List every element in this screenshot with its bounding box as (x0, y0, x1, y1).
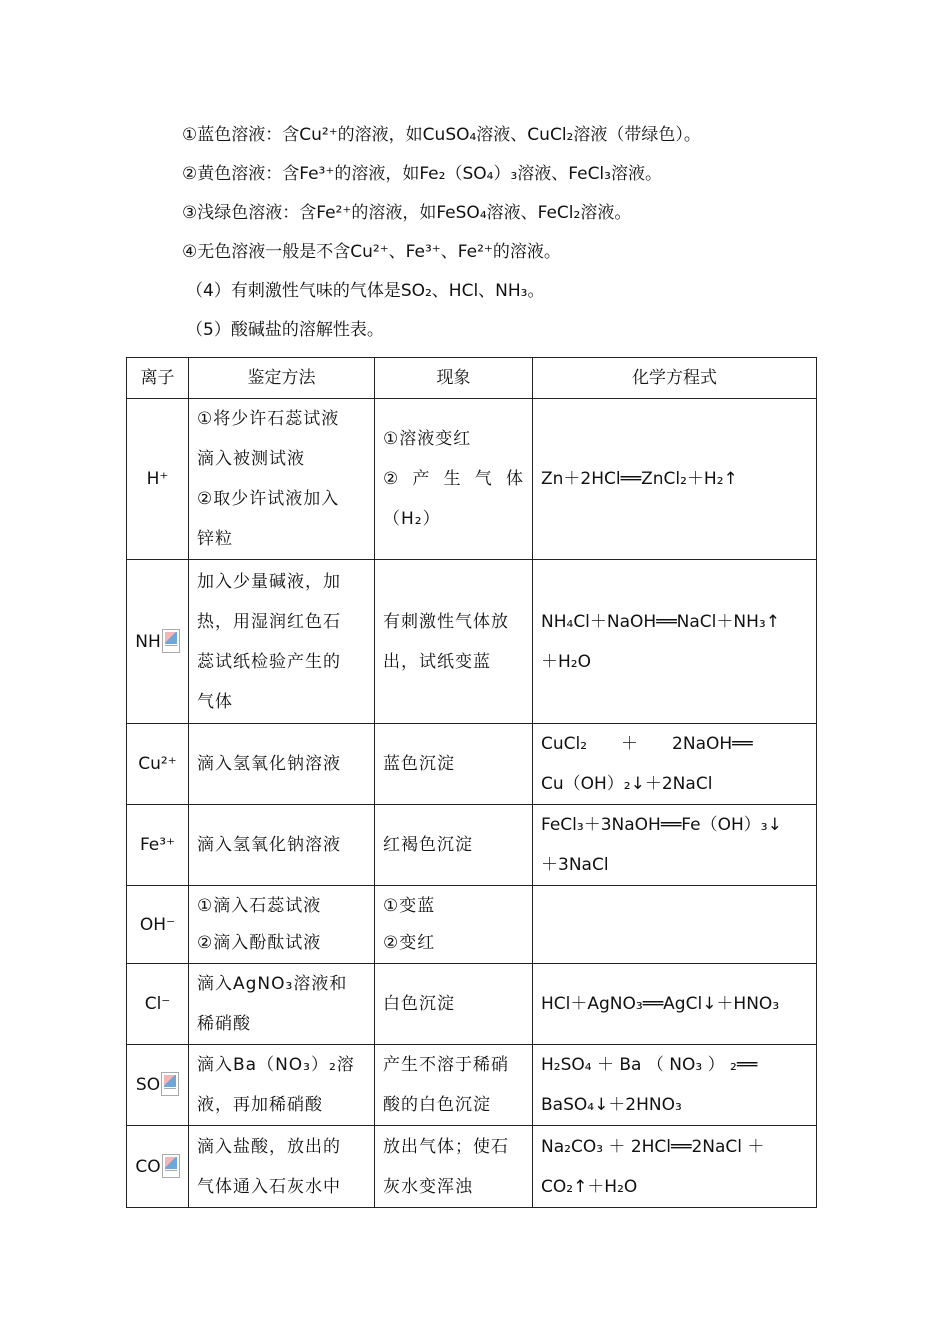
table-row (127, 1045, 817, 1126)
method-cell (189, 724, 375, 805)
ion-cell: Cu²⁺ (127, 724, 189, 805)
phenomenon-line: ②产生气体 (383, 469, 524, 489)
method-cell (189, 560, 375, 724)
method-cell (189, 1045, 375, 1126)
phenomenon-line: 蓝色沉淀 (383, 754, 455, 774)
equation-line: BaSO₄↓＋2HNO₃ (541, 1095, 682, 1115)
header-equation: 化学方程式 (533, 358, 817, 399)
phenomenon-line: 灰水变浑浊 (383, 1176, 473, 1197)
method-line: 蕊试纸检验产生的 (197, 651, 341, 672)
ion-cell: OH⁻ (127, 886, 189, 964)
table-row (127, 964, 817, 1045)
phenomenon-line: 产生不溶于稀硝 (383, 1055, 509, 1075)
equation-line: ＋H₂O (541, 651, 591, 672)
method-line: 滴入氢氧化钠溶液 (197, 754, 341, 774)
phenomenon-line: 白色沉淀 (383, 994, 455, 1014)
method-cell (189, 1126, 375, 1208)
equation-cell (533, 886, 817, 964)
ion-cell (127, 560, 189, 724)
equation-line: HCl＋AgNO₃══AgCl↓＋HNO₃ (541, 994, 780, 1014)
equation-line: CO₂↑＋H₂O (541, 1176, 638, 1197)
table-row (127, 805, 817, 886)
ion-cell (127, 1045, 189, 1126)
ion-label: NH (135, 631, 161, 652)
intro-item-1: ①蓝色溶液：含Cu²⁺的溶液，如CuSO₄溶液、CuCl₂溶液（带绿色）。 (182, 125, 701, 145)
equation-cell (533, 964, 817, 1045)
intro-item-5: （4）有刺激性气味的气体是SO₂、HCl、NH₃。 (186, 281, 545, 301)
method-line: 滴入盐酸，放出的 (197, 1136, 341, 1157)
method-cell (189, 964, 375, 1045)
method-line: 气体通入石灰水中 (197, 1176, 341, 1197)
table-row (127, 886, 817, 964)
ion-identification-table (126, 357, 817, 1208)
ion-cell (127, 1126, 189, 1208)
method-line: ②取少许试液加入 (197, 489, 340, 509)
header-method: 鉴定方法 (189, 358, 375, 399)
phenomenon-line: ②变红 (383, 932, 436, 953)
phenomenon-cell (375, 724, 533, 805)
method-cell (189, 886, 375, 964)
phenomenon-cell (375, 560, 533, 724)
table-row (127, 1126, 817, 1208)
phenomenon-cell (375, 1126, 533, 1208)
table-header-row (127, 358, 817, 399)
equation-line: Zn＋2HCl══ZnCl₂＋H₂↑ (541, 469, 738, 489)
phenomenon-line: 放出气体；使石 (383, 1136, 509, 1157)
method-cell (189, 805, 375, 886)
phenomenon-line: （H₂） (383, 509, 441, 529)
method-line: 稀硝酸 (197, 1014, 251, 1034)
phenomenon-cell (375, 886, 533, 964)
equation-line: H₂SO₄ ＋ Ba （ NO₃ ） ₂══ (541, 1055, 758, 1075)
equation-cell (533, 560, 817, 724)
equation-line: FeCl₃＋3NaOH══Fe（OH）₃↓ (541, 815, 782, 835)
table-row (127, 724, 817, 805)
phenomenon-line: 酸的白色沉淀 (383, 1095, 491, 1115)
phenomenon-line: 出，试纸变蓝 (383, 651, 491, 672)
ion-cell: Fe³⁺ (127, 805, 189, 886)
intro-item-2: ②黄色溶液：含Fe³⁺的溶液，如Fe₂（SO₄）₃溶液、FeCl₃溶液。 (182, 164, 662, 184)
method-line: ①将少许石蕊试液 (197, 409, 340, 429)
equation-cell (533, 1126, 817, 1208)
method-line: ①滴入石蕊试液 (197, 895, 322, 916)
phenomenon-line: ①变蓝 (383, 895, 436, 916)
intro-item-3: ③浅绿色溶液：含Fe²⁺的溶液，如FeSO₄溶液、FeCl₂溶液。 (182, 203, 632, 223)
ion-cell: H⁺ (127, 399, 189, 560)
equation-line: NH₄Cl＋NaOH══NaCl＋NH₃↑ (541, 611, 780, 632)
method-line: 滴入被测试液 (197, 449, 305, 469)
broken-image-icon (162, 629, 180, 653)
phenomenon-line: ①溶液变红 (383, 429, 472, 449)
method-line: 滴入Ba（NO₃）₂溶 (197, 1055, 355, 1075)
method-cell (189, 399, 375, 560)
equation-line: CuCl₂ ＋ 2NaOH══ (541, 734, 753, 754)
method-line: 气体 (197, 691, 233, 712)
intro-item-6: （5）酸碱盐的溶解性表。 (186, 320, 384, 340)
method-line: 加入少量碱液，加 (197, 571, 341, 592)
intro-item-4: ④无色溶液一般是不含Cu²⁺、Fe³⁺、Fe²⁺的溶液。 (182, 242, 561, 262)
ion-label: CO (135, 1156, 161, 1177)
equation-cell (533, 399, 817, 560)
phenomenon-cell (375, 1045, 533, 1126)
method-line: 滴入AgNO₃溶液和 (197, 974, 348, 994)
broken-image-icon (162, 1154, 180, 1178)
table-row (127, 399, 817, 560)
ion-cell: Cl⁻ (127, 964, 189, 1045)
equation-line: Na₂CO₃ ＋ 2HCl══2NaCl ＋ (541, 1136, 765, 1157)
header-ion: 离子 (127, 358, 189, 399)
phenomenon-line: 有刺激性气体放 (383, 611, 509, 632)
equation-cell (533, 805, 817, 886)
method-line: 热，用湿润红色石 (197, 611, 341, 632)
equation-line: Cu（OH）₂↓＋2NaCl (541, 774, 713, 794)
equation-cell (533, 724, 817, 805)
equation-cell (533, 1045, 817, 1126)
header-phenomenon: 现象 (375, 358, 533, 399)
method-line: 液，再加稀硝酸 (197, 1095, 323, 1115)
phenomenon-cell (375, 964, 533, 1045)
table-row (127, 560, 817, 724)
method-line: 滴入氢氧化钠溶液 (197, 835, 341, 855)
phenomenon-line: 红褐色沉淀 (383, 835, 473, 855)
equation-line: ＋3NaCl (541, 855, 609, 875)
phenomenon-cell (375, 805, 533, 886)
phenomenon-cell (375, 399, 533, 560)
method-line: 锌粒 (197, 529, 233, 549)
method-line: ②滴入酚酞试液 (197, 932, 322, 953)
ion-label: SO (135, 1075, 161, 1095)
broken-image-icon (161, 1072, 179, 1096)
